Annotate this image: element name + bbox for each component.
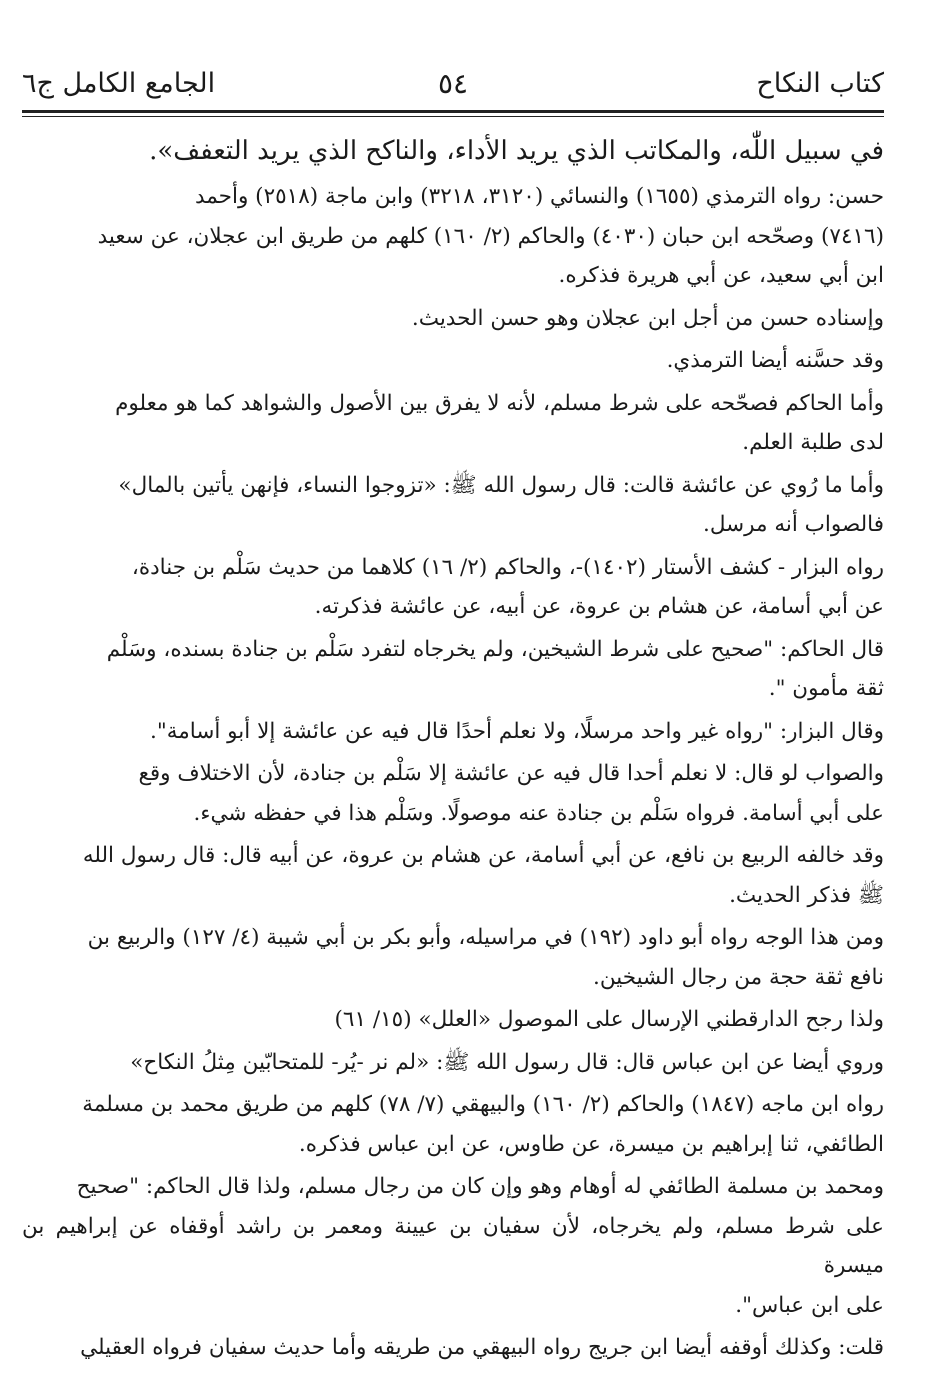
paragraph: قال الحاكم: "صحيح على شرط الشيخين، ولم يخرجاه لتفرد سَلْم بن جنادة بسنده، وسَلْم ثقة مأمون ". [106, 636, 884, 701]
header-rule-thin [22, 116, 884, 117]
paragraph: وقد حسَّنه أيضا الترمذي. [666, 348, 884, 373]
paragraph: وأما الحاكم فصحّحه على شرط مسلم، لأنه لا يفرق بين الأصول والشواهد كما هو معلوم لدى طلبة العلم. [115, 390, 884, 455]
page-body [22, 129, 884, 1368]
paragraph: وأما ما رُوي عن عائشة قالت: قال رسول الله ﷺ: «تزوجوا النساء، فإنهن يأتين بالمال» فالصواب أنه مرسل. [118, 472, 884, 537]
paragraph: والصواب لو قال: لا نعلم أحدا قال فيه عن عائشة إلا سَلْم بن جنادة، لأن الاختلاف وقع على أبي أسامة. فرواه سَلْم بن جنادة عنه موصولًا. وسَلْم هذا في حفظه شيء. [138, 761, 884, 826]
paragraph: رواه البزار - كشف الأستار (١٤٠٢)-، والحاكم (٢/ ١٦) كلاهما من حديث سَلْم بن جنادة، عن أبي أسامة، عن هشام بن عروة، عن أبيه، عن عائشة فذكرته. [131, 554, 884, 619]
paragraph: وإسناده حسن من أجل ابن عجلان وهو حسن الحديث. [411, 305, 884, 331]
paragraph: وروي أيضا عن ابن عباس قال: قال رسول الله ﷺ: «لم نر -يُر- للمتحابّين مِثلُ النكاح» [130, 1049, 884, 1075]
paragraph: رواه ابن ماجه (١٨٤٧) والحاكم (٢/ ١٦٠) والبيهقي (٧/ ٧٨) كلهم من طريق محمد بن مسلمة الطائفي، ثنا إبراهيم بن ميسرة، عن طاوس، عن ابن عباس فذكره. [82, 1092, 884, 1157]
book-title: كتاب النكاح [756, 68, 884, 99]
header-rule-thick [22, 110, 884, 113]
running-header [22, 50, 884, 110]
paragraph: وقال البزار: "رواه غير واحد مرسلًا، ولا نعلم أحدًا قال فيه عن عائشة إلا أبو أسامة". [150, 718, 884, 744]
paragraph: قلت: وكذلك أوقفه أيضا ابن جريج رواه البيهقي من طريقه وأما حديث سفيان فرواه العقيلي [80, 1335, 884, 1360]
paragraph: ولذا رجح الدارقطني الإرسال على الموصول «العلل» (١٥/ ٦١) [334, 1007, 884, 1032]
page-number: ٥٤ [437, 67, 469, 100]
paragraph: وقد خالفه الربيع بن نافع، عن أبي أسامة، عن هشام بن عروة، عن أبيه قال: قال رسول الله ﷺ فذكر الحديث. [82, 843, 884, 908]
paragraph: ومن هذا الوجه رواه أبو داود (١٩٢) في مراسيله، وأبو بكر بن أبي شيبة (٤/ ١٢٧) والربيع بن نافع ثقة حجة من رجال الشيخين. [87, 925, 884, 990]
hadith-text-continuation: في سبيل اللّٰه، والمكاتب الذي يريد الأداء، والناكح الذي يريد التعفف». [149, 136, 884, 166]
paragraph: ومحمد بن مسلمة الطائفي له أوهام وهو وإن كان من رجال مسلم، ولذا قال الحاكم: "صحيح على شرط مسلم، ولم يخرجاه، لأن سفيان بن عيينة ومعمر بن راشد أوقفاه عن إبراهيم بن ميسرة على ابن عباس". [22, 1174, 884, 1318]
volume-label: الجامع الكامل ج٦ [22, 68, 216, 99]
document-page [22, 50, 884, 1371]
paragraph: حسن: رواه الترمذي (١٦٥٥) والنسائي (٣١٢٠، ٣٢١٨) وابن ماجة (٢٥١٨) وأحمد (٧٤١٦) وصحّحه ابن حبان (٤٠٣٠) والحاكم (٢/ ١٦٠) كلهم من طريق ابن عجلان، عن سعيد ابن أبي سعيد، عن أبي هريرة فذكره. [97, 184, 884, 288]
